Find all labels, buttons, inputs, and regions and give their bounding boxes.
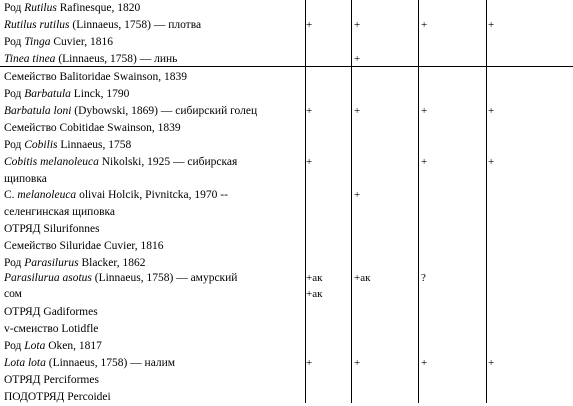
taxon-text: Nikolski, 1925 — сибирская bbox=[98, 156, 238, 168]
table-row bbox=[0, 0, 573, 17]
taxon-name-italic: Lota bbox=[24, 340, 46, 352]
taxon-cell bbox=[4, 286, 22, 303]
taxon-name-italic: Cobilis bbox=[24, 139, 58, 151]
table-row bbox=[0, 389, 573, 406]
taxon-name-italic: Parasilurua asotus bbox=[4, 272, 92, 284]
table-row bbox=[0, 221, 573, 238]
taxon-name-italic: Rutilus rutilus bbox=[4, 19, 70, 31]
table-row bbox=[0, 103, 573, 120]
taxon-text: ПОДОТРЯД Percoidei bbox=[4, 391, 111, 403]
presence-mark: + bbox=[306, 105, 313, 117]
taxon-cell bbox=[4, 389, 111, 406]
taxon-text: Семейство Cobitidae Swainson, 1839 bbox=[4, 122, 181, 134]
table-row bbox=[0, 286, 573, 303]
taxon-name-italic: Lota lota bbox=[4, 357, 46, 369]
taxon-cell bbox=[4, 17, 201, 34]
taxon-cell bbox=[4, 204, 115, 221]
table-row bbox=[0, 137, 573, 154]
table-row bbox=[0, 321, 573, 338]
taxon-text: Blacker, 1862 bbox=[78, 257, 146, 269]
taxon-cell bbox=[4, 103, 257, 120]
taxon-name-italic: melanoleuca bbox=[17, 189, 77, 201]
table-row bbox=[0, 51, 573, 68]
presence-mark: + bbox=[306, 357, 313, 369]
taxon-text: Семейство Balitoridae Swainson, 1839 bbox=[4, 71, 188, 83]
presence-mark: + bbox=[421, 19, 428, 31]
taxon-text: щиповка bbox=[4, 173, 47, 185]
taxon-text: olivai Holcik, Pivnitcka, 1970 -- bbox=[76, 189, 228, 201]
taxon-text: Linnaeus, 1758 bbox=[57, 139, 132, 151]
table-row bbox=[0, 34, 573, 51]
presence-mark: + bbox=[488, 105, 495, 117]
taxon-cell bbox=[4, 34, 113, 51]
taxon-text: Род bbox=[4, 257, 25, 269]
presence-mark: + bbox=[488, 19, 495, 31]
presence-mark: + bbox=[488, 156, 495, 168]
taxon-text: Род bbox=[4, 139, 25, 151]
taxon-cell bbox=[4, 86, 129, 103]
taxon-cell bbox=[4, 304, 98, 321]
taxon-text: (Linnaeus, 1758) — линь bbox=[55, 53, 178, 65]
taxon-cell bbox=[4, 338, 102, 355]
taxon-text: Linck, 1790 bbox=[70, 88, 130, 100]
table-row bbox=[0, 69, 573, 86]
presence-mark: + bbox=[488, 357, 495, 369]
table-row bbox=[0, 238, 573, 255]
taxon-text: (Linnaeus, 1758) — плотва bbox=[69, 19, 202, 31]
taxon-text: (Linnaeus, 1758) — налим bbox=[45, 357, 176, 369]
taxon-text: Rafinesque, 1820 bbox=[56, 2, 141, 14]
table-row bbox=[0, 204, 573, 221]
taxon-cell bbox=[4, 355, 175, 372]
table-row bbox=[0, 270, 573, 287]
taxon-text: ОТРЯД Perciformes bbox=[4, 374, 99, 386]
taxon-text: C. bbox=[4, 189, 18, 201]
table-row bbox=[0, 17, 573, 34]
presence-mark: + bbox=[306, 156, 313, 168]
taxon-text: сом bbox=[4, 288, 22, 300]
presence-mark: + bbox=[354, 357, 361, 369]
taxon-text: Род bbox=[4, 340, 25, 352]
presence-mark: ? bbox=[421, 272, 426, 284]
table-row bbox=[0, 338, 573, 355]
presence-mark: + bbox=[421, 357, 428, 369]
taxon-text: Oken, 1817 bbox=[45, 340, 102, 352]
taxon-name-italic: Cobitis melanoleuca bbox=[4, 156, 99, 168]
table-row bbox=[0, 187, 573, 204]
taxon-cell bbox=[4, 171, 47, 188]
table-row bbox=[0, 304, 573, 321]
table-row bbox=[0, 154, 573, 171]
taxon-text: Cuvier, 1816 bbox=[50, 36, 113, 48]
presence-mark: + bbox=[354, 53, 361, 65]
table-row bbox=[0, 171, 573, 188]
table-row bbox=[0, 355, 573, 372]
taxon-cell bbox=[4, 137, 131, 154]
taxon-cell bbox=[4, 238, 164, 255]
taxon-text: Род bbox=[4, 2, 25, 14]
table-row bbox=[0, 372, 573, 389]
presence-mark: + bbox=[421, 156, 428, 168]
taxon-cell bbox=[4, 120, 181, 137]
taxon-text: Семейство Siluridae Cuvier, 1816 bbox=[4, 240, 164, 252]
taxon-text: Род bbox=[4, 36, 25, 48]
taxon-cell bbox=[4, 0, 140, 17]
taxon-name-italic: Barbatula bbox=[24, 88, 71, 100]
taxon-text: селенгинская щиповка bbox=[4, 206, 116, 218]
taxon-cell bbox=[4, 221, 100, 238]
taxon-cell bbox=[4, 51, 177, 68]
presence-mark: + bbox=[306, 19, 313, 31]
taxon-text: Род bbox=[4, 88, 25, 100]
taxon-cell bbox=[4, 372, 99, 389]
taxon-text: v-смеиство Lotidfle bbox=[4, 323, 99, 335]
taxon-cell bbox=[4, 69, 187, 86]
taxon-text: ОТРЯД Silurifonnes bbox=[4, 223, 100, 235]
taxon-text: (Dybowski, 1869) — сибирский голец bbox=[71, 105, 258, 117]
taxon-name-italic: Rutilus bbox=[24, 2, 57, 14]
taxon-cell bbox=[4, 154, 237, 171]
taxon-cell bbox=[4, 321, 98, 338]
presence-mark: + bbox=[354, 19, 361, 31]
presence-mark: +ак bbox=[306, 288, 323, 300]
taxon-name-italic: Parasilurus bbox=[24, 257, 79, 269]
taxon-cell bbox=[4, 187, 228, 204]
presence-mark: +ак bbox=[306, 272, 323, 284]
table-row bbox=[0, 120, 573, 137]
taxon-cell bbox=[4, 270, 237, 287]
presence-mark: + bbox=[354, 189, 361, 201]
table-row bbox=[0, 86, 573, 103]
presence-mark: + bbox=[354, 105, 361, 117]
presence-mark: +ак bbox=[354, 272, 371, 284]
presence-mark: + bbox=[421, 105, 428, 117]
taxon-name-italic: Barbatula loni bbox=[4, 105, 72, 117]
taxon-text: ОТРЯД Gadiformes bbox=[4, 306, 98, 318]
taxon-text: (Linnaeus, 1758) — амурский bbox=[91, 272, 238, 284]
taxon-name-italic: Tinea tinea bbox=[4, 53, 56, 65]
taxon-name-italic: Tinga bbox=[24, 36, 51, 48]
